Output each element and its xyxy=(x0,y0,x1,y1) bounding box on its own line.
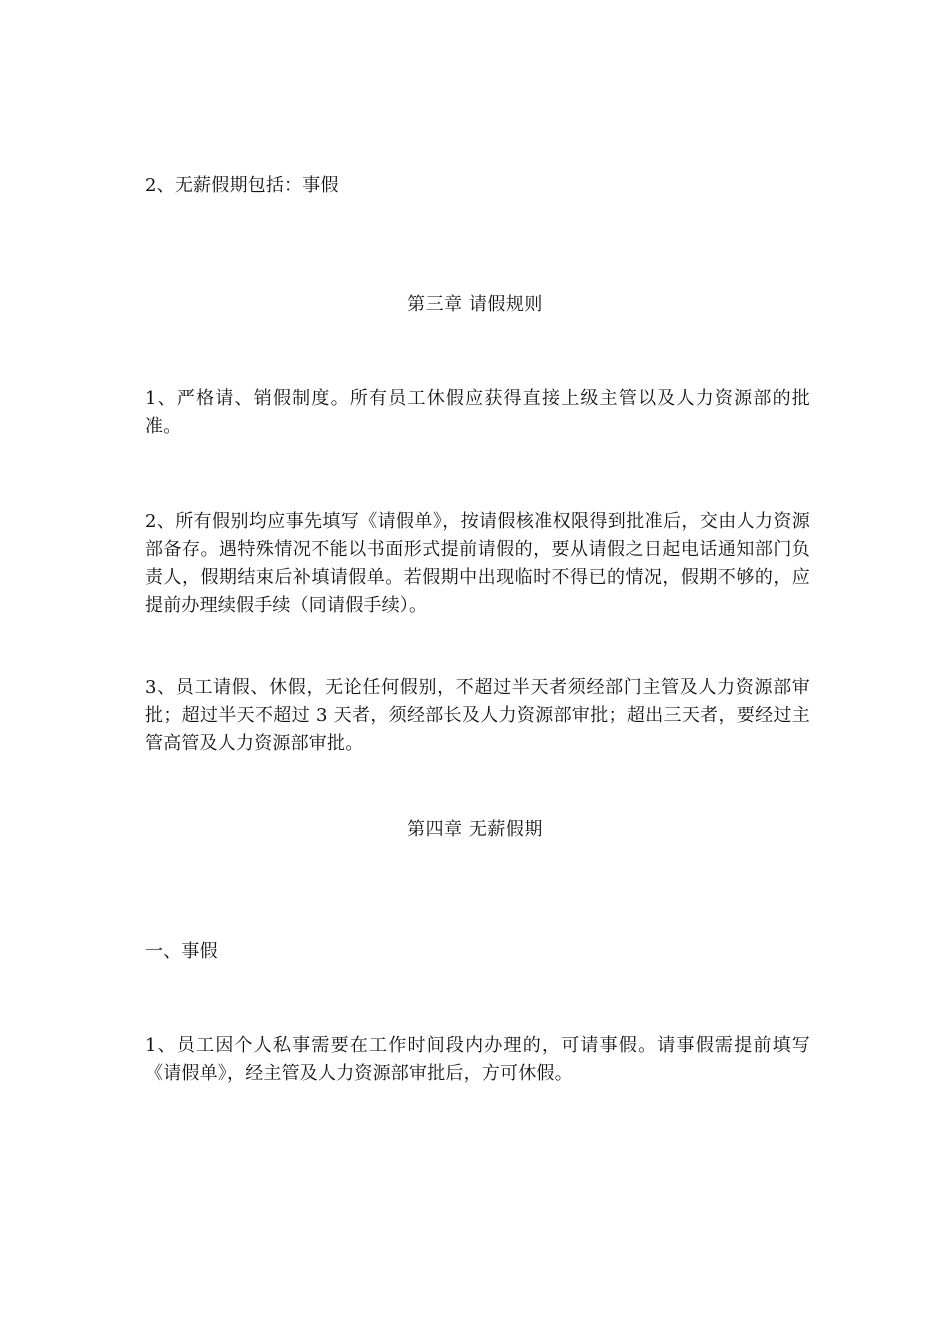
paragraph-personal-leave-1: 1、员工因个人私事需要在工作时间段内办理的，可请事假。请事假需提前填写《请假单》，经主管及人力资源部审批后，方可休假。 xyxy=(145,1035,810,1084)
paragraph-rule-2: 2、所有假别均应事先填写《请假单》，按请假核准权限得到批准后，交由人力资源部备存。遇特殊情况不能以书面形式提前请假的，要从请假之日起电话通知部门负责人，假期结束后补填请假单。若假期中出现临时不得已的情况，假期不够的，应提前办理续假手续（同请假手续）。 xyxy=(145,511,810,616)
chapter-3-heading: 第三章 请假规则 xyxy=(407,294,543,315)
paragraph-rule-3: 3、员工请假、休假，无论任何假别，不超过半天者须经部门主管及人力资源部审批；超过半天不超过 3 天者，须经部长及人力资源部审批；超出三天者，要经过主管高管及人力资源部审批。 xyxy=(145,677,810,754)
paragraph-rule-1: 1、严格请、销假制度。所有员工休假应获得直接上级主管以及人力资源部的批准。 xyxy=(145,388,810,437)
paragraph-unpaid-leave-types: 2、无薪假期包括：事假 xyxy=(145,175,339,196)
section-personal-leave-heading: 一、事假 xyxy=(145,941,218,962)
chapter-4-heading: 第四章 无薪假期 xyxy=(407,819,543,840)
